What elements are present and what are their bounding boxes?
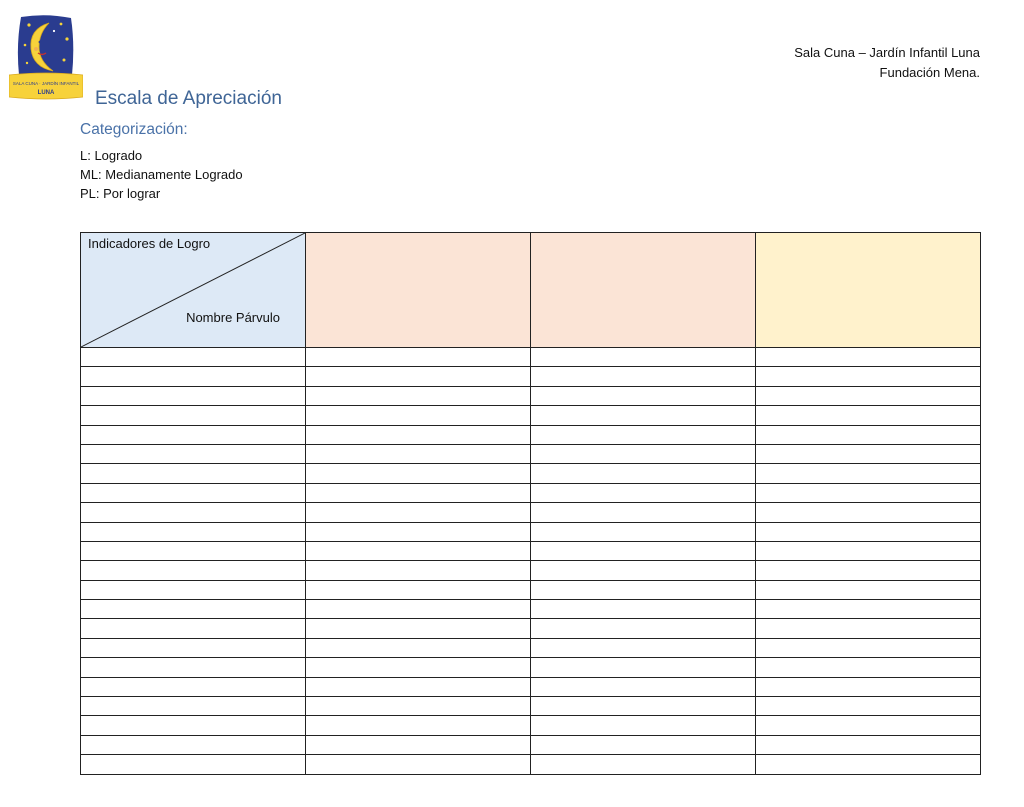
table-row [81,677,981,696]
child-name-label: Nombre Párvulo [186,310,280,325]
indicator-cell[interactable] [81,483,306,502]
evaluation-cell[interactable] [531,503,756,522]
evaluation-cell[interactable] [531,522,756,541]
child-column-header-2[interactable] [531,233,756,348]
category-logrado: L: Logrado [80,148,143,163]
evaluation-cell[interactable] [756,444,981,463]
evaluation-cell[interactable] [531,755,756,774]
table-row [81,716,981,735]
evaluation-cell[interactable] [531,580,756,599]
indicator-cell[interactable] [81,406,306,425]
evaluation-cell[interactable] [531,444,756,463]
indicator-cell[interactable] [81,367,306,386]
evaluation-cell[interactable] [531,658,756,677]
evaluation-cell[interactable] [756,406,981,425]
evaluation-cell[interactable] [531,735,756,754]
evaluation-cell[interactable] [531,638,756,657]
indicator-cell[interactable] [81,580,306,599]
evaluation-cell[interactable] [531,697,756,716]
svg-text:SALA CUNA · JARDÍN INFANTIL: SALA CUNA · JARDÍN INFANTIL [12,81,80,86]
evaluation-cell[interactable] [756,697,981,716]
indicators-label: Indicadores de Logro [88,236,211,251]
table-row [81,522,981,541]
evaluation-cell[interactable] [306,658,531,677]
evaluation-cell[interactable] [531,619,756,638]
category-por-lograr: PL: Por lograr [80,186,161,201]
table-row [81,483,981,502]
evaluation-cell[interactable] [531,386,756,405]
indicator-cell[interactable] [81,561,306,580]
evaluation-cell[interactable] [306,600,531,619]
table-row [81,464,981,483]
evaluation-cell[interactable] [306,503,531,522]
evaluation-cell[interactable] [306,735,531,754]
evaluation-cell[interactable] [756,541,981,560]
evaluation-cell[interactable] [531,600,756,619]
evaluation-cell[interactable] [306,677,531,696]
evaluation-cell[interactable] [756,483,981,502]
evaluation-cell[interactable] [306,561,531,580]
table-row [81,348,981,367]
evaluation-cell[interactable] [306,483,531,502]
indicator-cell[interactable] [81,348,306,367]
foundation-name: Fundación Mena. [879,65,980,80]
evaluation-cell[interactable] [531,406,756,425]
indicator-cell[interactable] [81,735,306,754]
indicator-cell[interactable] [81,541,306,560]
indicator-cell[interactable] [81,522,306,541]
svg-text:LUNA: LUNA [37,90,55,96]
indicator-cell[interactable] [81,677,306,696]
evaluation-cell[interactable] [531,677,756,696]
indicator-cell[interactable] [81,755,306,774]
indicator-cell[interactable] [81,425,306,444]
evaluation-cell[interactable] [756,619,981,638]
institution-name: Sala Cuna – Jardín Infantil Luna [794,45,980,60]
institution-header [794,43,980,83]
evaluation-cell[interactable] [756,425,981,444]
table-row [81,541,981,560]
evaluation-cell[interactable] [306,755,531,774]
evaluation-cell[interactable] [756,348,981,367]
evaluation-cell[interactable] [756,503,981,522]
table-row [81,580,981,599]
categorization-heading: Categorización: [80,121,188,138]
evaluation-cell[interactable] [756,522,981,541]
indicator-cell[interactable] [81,444,306,463]
table-body [81,348,981,775]
moon-logo-icon [9,15,83,101]
table-row [81,638,981,657]
table-row [81,735,981,754]
indicator-cell[interactable] [81,600,306,619]
table-row [81,619,981,638]
evaluation-cell[interactable] [756,755,981,774]
evaluation-cell[interactable] [756,677,981,696]
table-row [81,561,981,580]
evaluation-cell[interactable] [531,425,756,444]
table-row [81,367,981,386]
indicator-cell[interactable] [81,658,306,677]
document-title: Escala de Apreciación [95,88,282,109]
evaluation-cell[interactable] [306,697,531,716]
table-row [81,425,981,444]
child-column-header-1[interactable] [306,233,531,348]
evaluation-cell[interactable] [306,464,531,483]
evaluation-cell[interactable] [756,367,981,386]
evaluation-cell[interactable] [306,425,531,444]
indicator-cell[interactable] [81,638,306,657]
table-row [81,600,981,619]
table-row [81,658,981,677]
table-row [81,755,981,774]
evaluation-cell[interactable] [306,619,531,638]
indicator-cell[interactable] [81,386,306,405]
evaluation-cell[interactable] [756,638,981,657]
evaluation-cell[interactable] [756,580,981,599]
evaluation-cell[interactable] [306,580,531,599]
evaluation-cell[interactable] [306,444,531,463]
appreciation-scale-table [80,232,981,775]
evaluation-cell[interactable] [756,600,981,619]
evaluation-cell[interactable] [756,658,981,677]
evaluation-cell[interactable] [531,541,756,560]
corner-header-cell [81,233,306,348]
evaluation-cell[interactable] [756,386,981,405]
evaluation-cell[interactable] [306,367,531,386]
indicator-cell[interactable] [81,464,306,483]
categorization-list [80,146,243,203]
indicator-cell[interactable] [81,697,306,716]
evaluation-cell[interactable] [306,406,531,425]
evaluation-cell[interactable] [306,522,531,541]
evaluation-cell[interactable] [756,464,981,483]
indicator-cell[interactable] [81,716,306,735]
table-row [81,444,981,463]
evaluation-cell[interactable] [306,716,531,735]
evaluation-cell[interactable] [531,367,756,386]
evaluation-cell[interactable] [531,716,756,735]
evaluation-cell[interactable] [531,348,756,367]
evaluation-cell[interactable] [306,541,531,560]
logo [9,15,83,101]
evaluation-cell[interactable] [531,483,756,502]
child-column-header-3[interactable] [756,233,981,348]
evaluation-cell[interactable] [306,386,531,405]
evaluation-cell[interactable] [306,348,531,367]
table-row [81,406,981,425]
category-medianamente-logrado: ML: Medianamente Logrado [80,167,243,182]
indicator-cell[interactable] [81,503,306,522]
evaluation-cell[interactable] [756,716,981,735]
evaluation-cell[interactable] [306,638,531,657]
table-row [81,386,981,405]
evaluation-cell[interactable] [531,561,756,580]
evaluation-cell[interactable] [756,561,981,580]
indicator-cell[interactable] [81,619,306,638]
table-header-row [81,233,981,348]
table-row [81,503,981,522]
evaluation-cell[interactable] [756,735,981,754]
evaluation-cell[interactable] [531,464,756,483]
table-row [81,697,981,716]
